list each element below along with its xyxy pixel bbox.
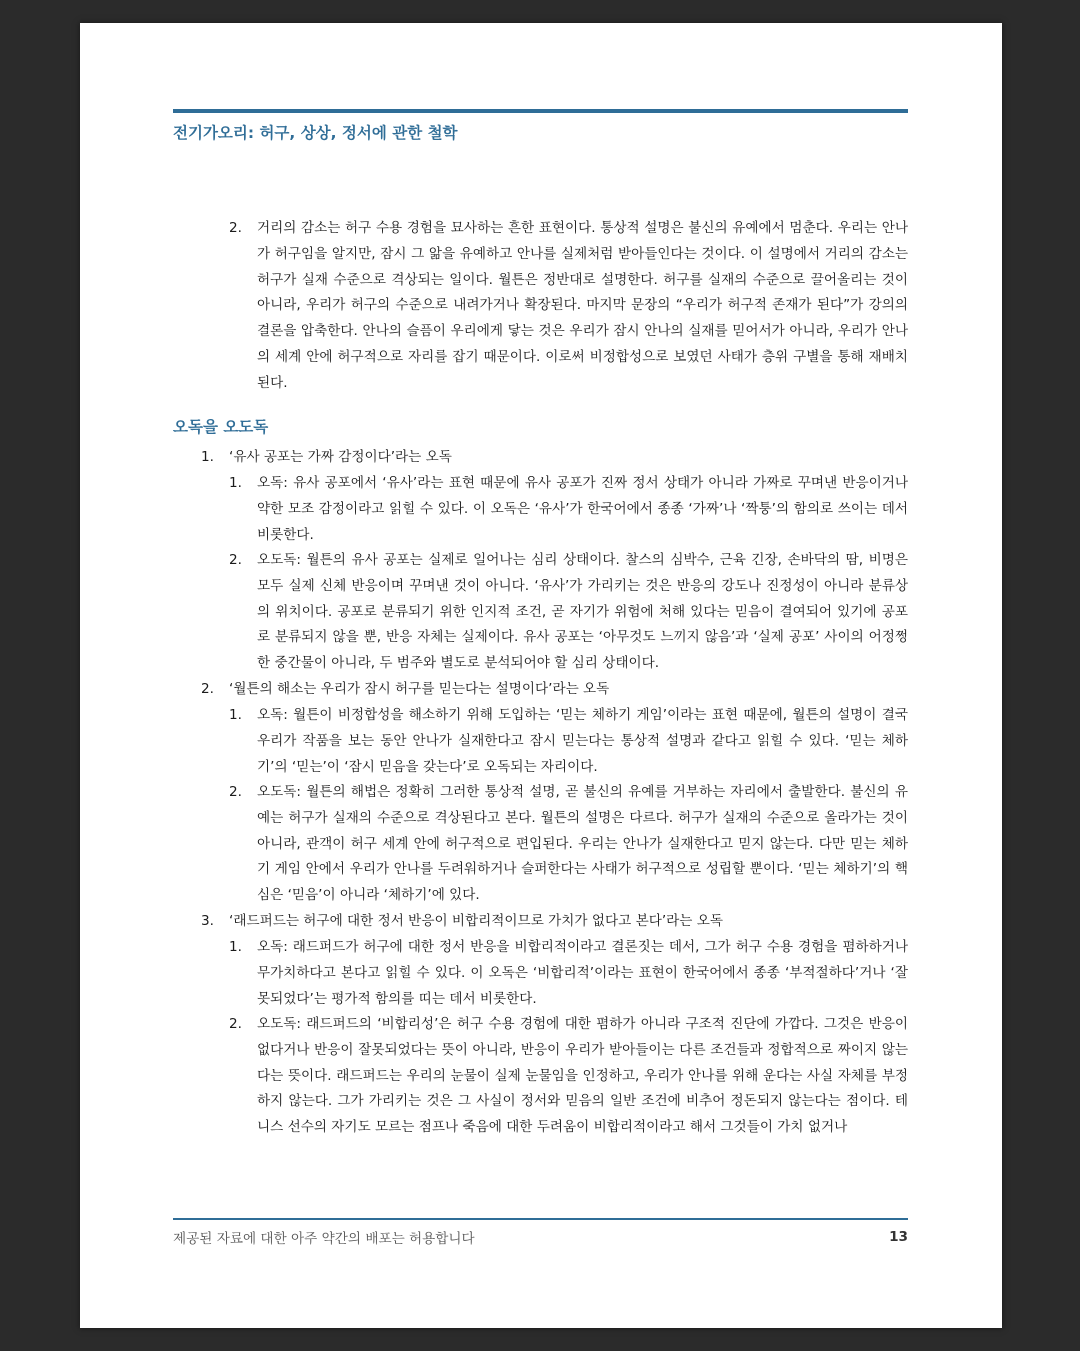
list-item-heading: ‘래드퍼드는 허구에 대한 정서 반응이 비합리적이므로 가치가 없다고 본다’라는 오독 (229, 913, 724, 929)
sub-item-text: 오도독: 래드퍼드의 ‘비합리성’은 허구 수용 경험에 대한 폄하가 아니라 구조적 진단에 가깝다. 그것은 반응이 없다거나 반응이 잘못되었다는 뜻이 아니라, 반응이 우리가 받아들이는 다른 조건들과 정합적으로 짜이지 않는다는 뜻이다. 래드퍼드는 우리의 눈물이 실제 눈물임을 인정하고, 우리가 안나를 위해 운다는 사실 자체를 부정하지 않는다. 그가 가리키는 것은 그 사실이 정서와 믿음의 일반 조건에 비추어 정돈되지 않는다는 점이다. 테니스 선수의 자기도 모르는 점프나 죽음에 대한 두려움이 비합리적이라고 해서 그것들이 가치 없거나 (257, 1016, 908, 1136)
list-item-number: 3. (201, 913, 214, 929)
intro-item-number: 2. (229, 220, 242, 236)
sub-item-number: 2. (229, 552, 242, 568)
sub-item-text: 오독: 유사 공포에서 ‘유사’라는 표현 때문에 유사 공포가 진짜 정서 상태가 아니라 가짜로 꾸며낸 반응이거나 약한 모조 감정이라고 읽힐 수 있다. 이 오독은 ‘유사’가 한국어에서 종종 ‘가짜’나 ‘짝퉁’의 함의로 쓰이는 데서 비롯한다. (257, 475, 908, 543)
list-item-heading: ‘유사 공포는 가짜 감정이다’라는 오독 (229, 449, 452, 465)
sub-item-text: 오독: 월튼이 비정합성을 해소하기 위해 도입하는 ‘믿는 체하기 게임’이라는 표현 때문에, 월튼의 설명이 결국 우리가 작품을 보는 동안 안나가 실재한다고 잠시 믿는다는 통상적 설명과 같다고 읽힐 수 있다. ‘믿는 체하기’의 ‘믿는’이 ‘잠시 믿음을 갖는다’로 오독되는 자리이다. (257, 707, 908, 775)
sub-item-number: 2. (229, 784, 242, 800)
sub-item-number: 1. (229, 939, 242, 955)
document-page (80, 23, 1002, 1328)
sub-item-text: 오도독: 월튼의 유사 공포는 실제로 일어나는 심리 상태이다. 찰스의 심박수, 근육 긴장, 손바닥의 땀, 비명은 모두 실제 신체 반응이며 꾸며낸 것이 아니다. ‘유사’가 가리키는 것은 반응의 강도나 진정성이 아니라 분류상의 위치이다. 공포로 분류되기 위한 인지적 조건, 곧 자기가 위험에 처해 있다는 믿음이 결여되어 있기에 공포로 분류되지 않을 뿐, 반응 자체는 실제이다. 유사 공포는 ‘아무것도 느끼지 않음’과 ‘실제 공포’ 사이의 어정쩡한 중간물이 아니라, 두 범주와 별도로 분석되어야 할 심리 상태이다. (257, 552, 908, 672)
page-number: 13 (889, 1229, 908, 1245)
list-item-number: 1. (201, 449, 214, 465)
footer-text: 제공된 자료에 대한 아주 약간의 배포는 허용합니다 (173, 1231, 475, 1247)
sub-item-text: 오도독: 월튼의 해법은 정확히 그러한 통상적 설명, 곧 불신의 유예를 거부하는 자리에서 출발한다. 불신의 유예는 허구가 실재의 수준으로 격상된다고 본다. 월튼의 설명은 다르다. 허구가 실재의 수준으로 올라가는 것이 아니라, 관객이 허구 세계 안에 허구적으로 편입된다. 우리는 안나가 실재한다고 믿지 않는다. 다만 믿는 체하기 게임 안에서 우리가 안나를 두려워하거나 슬퍼한다는 사태가 허구적으로 성립할 뿐이다. ‘믿는 체하기’의 핵심은 ‘믿음’이 아니라 ‘체하기’에 있다. (257, 784, 908, 904)
header-rule (173, 109, 908, 113)
sub-item-number: 2. (229, 1016, 242, 1032)
sub-item-text: 오독: 래드퍼드가 허구에 대한 정서 반응을 비합리적이라고 결론짓는 데서, 그가 허구 수용 경험을 폄하하거나 무가치하다고 본다고 읽힐 수 있다. 이 오독은 ‘비합리적’이라는 표현이 한국어에서 종종 ‘부적절하다’거나 ‘잘못되었다’는 평가적 함의를 띠는 데서 비롯한다. (257, 939, 908, 1007)
sub-item-number: 1. (229, 707, 242, 723)
list-item-heading: ‘월튼의 해소는 우리가 잠시 허구를 믿는다는 설명이다’라는 오독 (229, 681, 610, 697)
intro-item-text: 거리의 감소는 허구 수용 경험을 묘사하는 흔한 표현이다. 통상적 설명은 불신의 유예에서 멈춘다. 우리는 안나가 허구임을 알지만, 잠시 그 앎을 유예하고 안나를 실제처럼 받아들인다는 것이다. 이 설명에서 거리의 감소는 허구가 실재 수준으로 격상되는 일이다. 월튼은 정반대로 설명한다. 허구를 실재의 수준으로 끌어올리는 것이 아니라, 우리가 허구의 수준으로 내려가거나 확장된다. 마지막 문장의 “우리가 허구적 존재가 된다”가 강의의 결론을 압축한다. 안나의 슬픔이 우리에게 닿는 것은 우리가 잠시 안나의 실재를 믿어서가 아니라, 우리가 안나의 세계 안에 허구적으로 자리를 잡기 때문이다. 이로써 비정합성으로 보였던 사태가 층위 구별을 통해 재배치된다. (257, 220, 908, 391)
list-item-number: 2. (201, 681, 214, 697)
section-title: 오독을 오도독 (173, 418, 269, 436)
running-header-title: 전기가오리: 허구, 상상, 정서에 관한 철학 (173, 124, 458, 142)
sub-item-number: 1. (229, 475, 242, 491)
footer-rule (173, 1218, 908, 1220)
